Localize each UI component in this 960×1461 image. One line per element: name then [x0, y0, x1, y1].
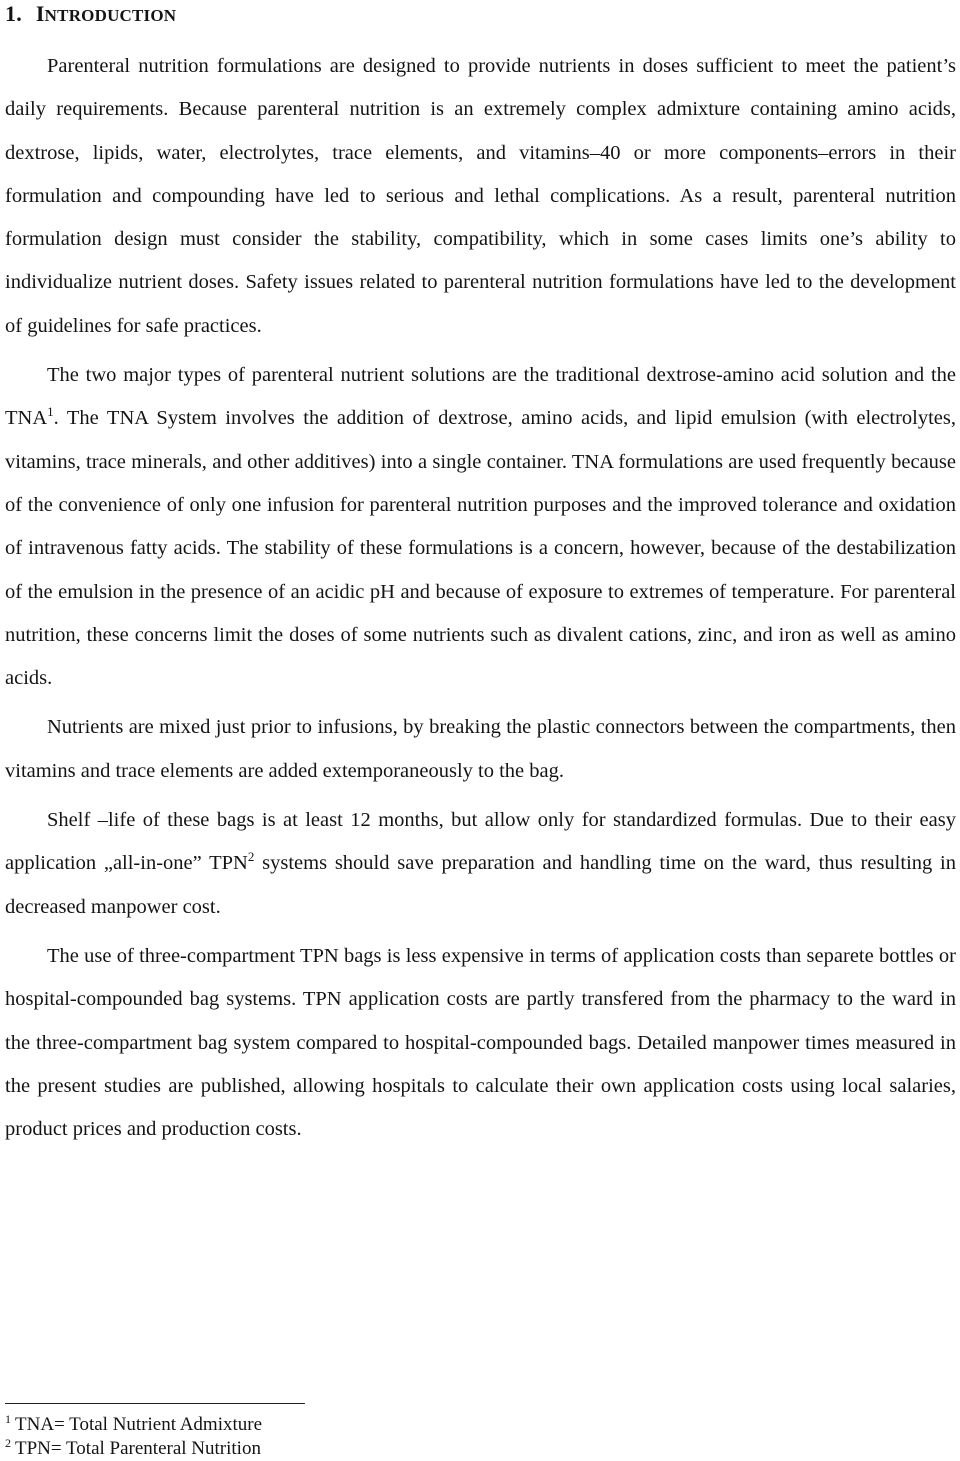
footnote-2	[5, 1437, 605, 1461]
paragraph-2-text-after: . The TNA System involves the addition of dextrose, amino acids, and lipid emulsion (with electrolytes, vitamins, trace minerals, and other additives) into a single container. TNA formulations are used frequently because of the convenience of only one infusion for parenteral nutrition purposes and the improved tolerance and oxidation of intravenous fatty acids. The stability of these formulations is a concern, however, because of the destabilization of the emulsion in the presence of an acidic pH and because of exposure to extremes of temperature. For parenteral nutrition, these concerns limit the doses of some nutrients such as divalent cations, zinc, and iron as well as amino acids.	[5, 407, 956, 690]
section-heading	[5, 0, 176, 28]
paragraph-3: Nutrients are mixed just prior to infusions, by breaking the plastic connectors between the compartments, then vitamins and trace elements are added extemporaneously to the bag.	[5, 716, 956, 782]
paragraph-5: The use of three-compartment TPN bags is less expensive in terms of application costs than separete bottles or hospital-compounded bag systems. TPN application costs are partly transfered from the pharmacy to the ward in the three-compartment bag system compared to hospital-compounded bags. Detailed manpower times measured in the present studies are published, allowing hospitals to calculate their own application costs using local salaries, product prices and production costs.	[5, 944, 956, 1141]
paragraph-4-text-after: systems should save preparation and handling time on the ward, thus resulting in decreased manpower cost.	[5, 852, 956, 918]
footnote-separator	[5, 1403, 305, 1404]
paragraph-4	[5, 799, 956, 929]
body-text	[5, 45, 956, 1157]
footnote-marker-2: 2	[5, 1435, 11, 1450]
footnote-1	[5, 1413, 605, 1437]
heading-initial: I	[35, 1, 45, 26]
paragraph-4-text-before: Shelf –life of these bags is at least 12 months, but allow only for standardized formulas. Due to their easy application „all-in-one” TPN	[5, 809, 956, 875]
footnotes	[5, 1413, 605, 1461]
paragraph-2-text-before: The two major types of parenteral nutrient solutions are the traditional dextrose-amino acid solution and the TNA	[5, 364, 956, 430]
footnote-2-text: TPN= Total Parenteral Nutrition	[15, 1438, 261, 1459]
paragraph-2	[5, 354, 956, 700]
section-number: 1.	[5, 1, 22, 26]
footnote-1-text: TNA= Total Nutrient Admixture	[15, 1414, 263, 1435]
footnote-reference-2: 2	[247, 849, 255, 865]
footnote-reference-1: 1	[47, 404, 54, 420]
heading-small-caps: NTRODUCTION	[44, 6, 177, 25]
paragraph-1: Parenteral nutrition formulations are designed to provide nutrients in doses sufficient to meet the patient’s daily requirements. Because parenteral nutrition is an extremely complex admixture containing amino acids, dextrose, lipids, water, electrolytes, trace elements, and vitamins–40 or more components–errors in their formulation and compounding have led to serious and lethal complications. As a result, parenteral nutrition formulation design must consider the stability, compatibility, which in some cases limits one’s ability to individualize nutrient doses. Safety issues related to parenteral nutrition formulations have led to the development of guidelines for safe practices.	[5, 55, 956, 337]
footnote-marker-1: 1	[5, 1411, 11, 1426]
